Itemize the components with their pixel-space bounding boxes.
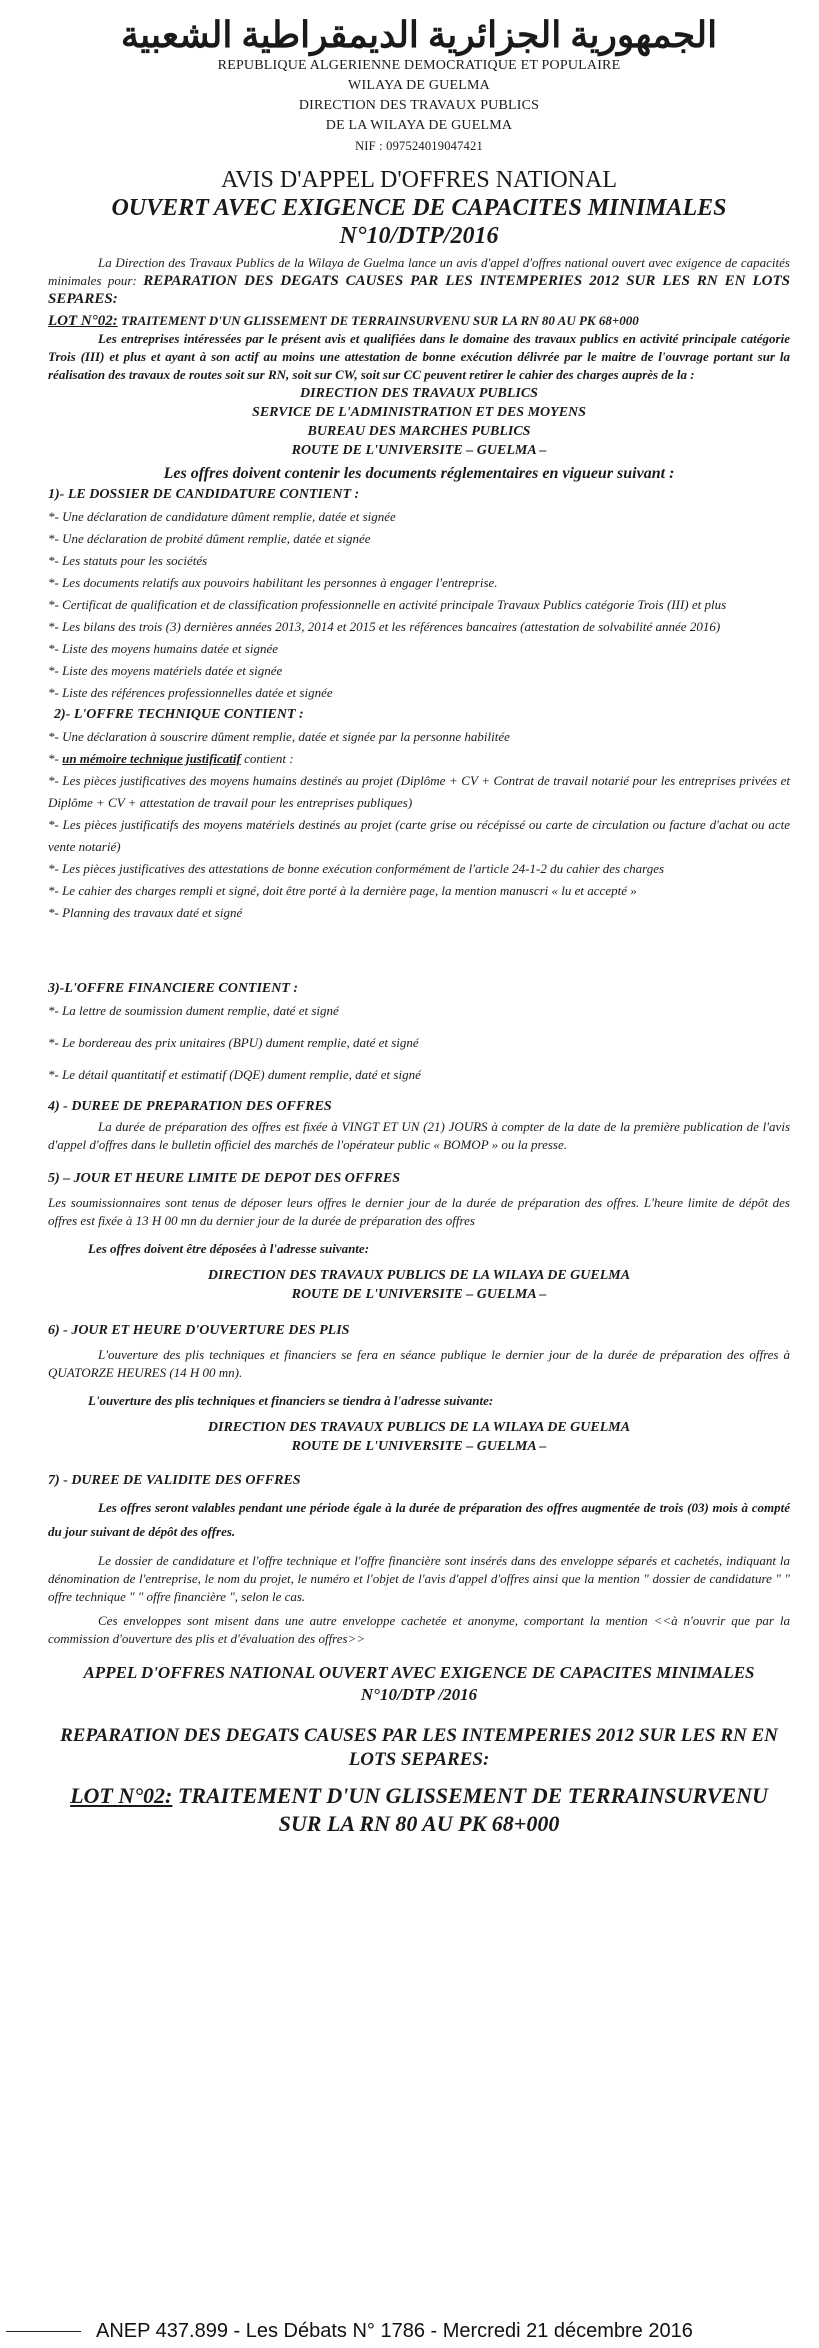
list-item: *- Une déclaration de probité dûment remplie, datée et signée [48, 531, 371, 546]
list-item: *- Le cahier des charges rempli et signé, doit être porté à la dernière page, la mention manuscri « lu et accepté » [48, 883, 637, 898]
footer-text: ANEP 437.899 - Les Débats N° 1786 - Mercredi 21 décembre 2016 [96, 2320, 693, 2342]
list-item: *- Une déclaration à souscrire dûment remplie, datée et signée par la personne habilitée [48, 729, 510, 744]
intro-project: REPARATION DES DEGATS CAUSES PAR LES INTEMPERIES 2012 SUR LES RN EN LOTS SEPARES: [48, 273, 790, 307]
address-line-1: DIRECTION DES TRAVAUX PUBLICS [300, 386, 538, 401]
list-item: *- Certificat de qualification et de classification professionnelle en activité principale Travaux Publics catégorie Trois (III) et plus [48, 597, 727, 612]
lot-line [48, 312, 790, 330]
outer-envelope-paragraph: Ces enveloppes sont misent dans une autre enveloppe cachetée et anonyme, comportant la mention <<à n'ouvrir que par la commission d'ouverture des plis et d'évaluation des offres>> [48, 1613, 790, 1646]
section-4-title: 4) - DUREE DE PREPARATION DES OFFRES [48, 1099, 332, 1114]
closing-lot-text: TRAITEMENT D'UN GLISSEMENT DE TERRAINSURVENU SUR LA RN 80 AU PK 68+000 [172, 1783, 768, 1836]
tender-notice [48, 14, 790, 1838]
list-item: *- Liste des moyens humains datée et signée [48, 641, 278, 656]
documents-heading: Les offres doivent contenir les documents réglementaires en vigueur suivant : [163, 465, 675, 482]
wilaya-name: WILAYA DE GUELMA [348, 78, 490, 93]
section-6-text: L'ouverture des plis techniques et financiers se fera en séance publique le dernier jour de la durée de préparation des offres à QUATORZE HEURES (14 H 00 mn). [48, 1347, 790, 1380]
section-1-title: 1)- LE DOSSIER DE CANDIDATURE CONTIENT : [48, 487, 360, 502]
address-line-2: SERVICE DE L'ADMINISTRATION ET DES MOYENS [252, 405, 586, 420]
intro-paragraph [48, 254, 790, 308]
closing-project: REPARATION DES DEGATS CAUSES PAR LES INTEMPERIES 2012 SUR LES RN EN LOTS SEPARES: [60, 1725, 778, 1770]
page-footer [0, 2318, 819, 2344]
opening-address-line-2: ROUTE DE L'UNIVERSITE – GUELMA – [291, 1439, 547, 1454]
opening-address-line-1: DIRECTION DES TRAVAUX PUBLICS DE LA WILAYA DE GUELMA [207, 1420, 631, 1435]
notice-subtitle: OUVERT AVEC EXIGENCE DE CAPACITES MINIMALES [111, 195, 727, 221]
section-7-title: 7) - DUREE DE VALIDITE DES OFFRES [48, 1473, 301, 1488]
nif-number: NIF : 097524019047421 [355, 139, 483, 153]
list-item: *- Les documents relatifs aux pouvoirs habilitant les personnes à engager l'entreprise. [48, 575, 498, 590]
deposit-address-intro: Les offres doivent être déposées à l'adresse suivante: [88, 1241, 370, 1256]
list-item: *- Liste des moyens matériels datée et signée [48, 663, 283, 678]
closing-reference: APPEL D'OFFRES NATIONAL OUVERT AVEC EXIGENCE DE CAPACITES MINIMALES N°10/DTP /2016 [83, 1663, 755, 1704]
section-2-title: 2)- L'OFFRE TECHNIQUE CONTIENT : [54, 707, 304, 722]
section-6-title: 6) - JOUR ET HEURE D'OUVERTURE DES PLIS [48, 1323, 350, 1338]
list-item: *- Planning des travaux daté et signé [48, 905, 243, 920]
closing-lot [48, 1782, 790, 1838]
direction-name: DIRECTION DES TRAVAUX PUBLICS [298, 98, 540, 113]
section-4-text: La durée de préparation des offres est fixée à VINGT ET UN (21) JOURS à compter de la date de la première publication de l'avis d'appel d'offres dans le bulletin officiel des marchés de l'opérateur public « BOMOP » ou la presse. [48, 1119, 790, 1152]
list-item: *- Les statuts pour les sociétés [48, 553, 208, 568]
technical-memo-suffix: contient : [240, 751, 294, 766]
list-item: *- La lettre de soumission dument remplie, daté et signé [48, 1003, 339, 1018]
technical-memo-label: un mémoire technique justificatif [62, 751, 241, 766]
list-item [48, 748, 790, 770]
address-line-4: ROUTE DE L'UNIVERSITE – GUELMA – [291, 443, 547, 458]
notice-title: AVIS D'APPEL D'OFFRES NATIONAL [220, 167, 618, 193]
notice-reference: N°10/DTP/2016 [339, 223, 499, 249]
list-item: *- Le bordereau des prix unitaires (BPU) dument remplie, daté et signé [48, 1035, 419, 1050]
list-item: *- Le détail quantitatif et estimatif (DQE) dument remplie, daté et signé [48, 1067, 421, 1082]
closing-lot-label: LOT N°02: [70, 1783, 173, 1808]
section-7-text: Les offres seront valables pendant une période égale à la durée de préparation des offres augmentée de trois (03) mois à compté du jour suivant de dépôt des offres. [48, 1500, 790, 1539]
direction-wilaya: DE LA WILAYA DE GUELMA [325, 118, 513, 133]
deposit-address-line-1: DIRECTION DES TRAVAUX PUBLICS DE LA WILAYA DE GUELMA [207, 1268, 631, 1283]
lot-text: TRAITEMENT D'UN GLISSEMENT DE TERRAINSURVENU SUR LA RN 80 AU PK 68+000 [117, 313, 639, 328]
list-item: *- Les pièces justificatifs des moyens matériels destinés au projet (carte grise ou récépissé ou carte de circulation ou facture d'achat ou acte vente notarié) [48, 817, 790, 854]
bullet: *- [48, 751, 63, 766]
section-5-title: 5) – JOUR ET HEURE LIMITE DE DEPOT DES OFFRES [48, 1171, 401, 1186]
footer-rule [6, 2331, 81, 2332]
list-item: *- Liste des références professionnelles datée et signée [48, 685, 333, 700]
list-item: *- Les pièces justificatives des attestations de bonne exécution conformément de l'article 24-1-2 du cahier des charges [48, 861, 665, 876]
list-item: *- Les bilans des trois (3) dernières années 2013, 2014 et 2015 et les références bancaires (attestation de solvabilité année 2016) [48, 619, 721, 634]
opening-address-intro: L'ouverture des plis techniques et financiers se tiendra à l'adresse suivante: [88, 1393, 494, 1408]
republic-name: REPUBLIQUE ALGERIENNE DEMOCRATIQUE ET POPULAIRE [217, 58, 621, 73]
section-3-title: 3)-L'OFFRE FINANCIERE CONTIENT : [48, 981, 299, 996]
section-5-text: Les soumissionnaires sont tenus de déposer leurs offres le dernier jour de la durée de préparation des offres. L'heure limite de dépôt des offres est fixée à 13 H 00 mn du dernier jour de la durée de préparation des offres [48, 1195, 790, 1228]
arabic-republic-title: الجمهورية الجزائرية الديمقراطية الشعبية [120, 15, 718, 55]
envelopes-paragraph: Le dossier de candidature et l'offre technique et l'offre financière sont insérés dans des enveloppe séparés et cachetés, indiquant la dénomination de l'entreprise, le nom du projet, le numéro et l'objet de l'avis d'appel d'offres ainsi que la mention " dossier de candidature " " offre technique " " offre financière ", selon le cas. [48, 1553, 790, 1604]
list-item: *- Les pièces justificatives des moyens humains destinés au projet (Diplôme + CV + Contrat de travail notarié pour les entreprises privées et Diplôme + CV + attestation de travail pour les entreprises publiques) [48, 773, 790, 810]
lot-label: LOT N°02: [48, 313, 118, 329]
list-item: *- Une déclaration de candidature dûment remplie, datée et signée [48, 509, 396, 524]
eligibility-paragraph: Les entreprises intéressées par le présent avis et qualifiées dans le domaine des travaux publics en activité principale catégorie Trois (III) et plus et ayant à son actif au moins une attestation de bonne exécution délivrée par le maitre de l'ouvrage portant sur la réalisation des travaux de routes soit sur RN, soit sur CW, soit sur CC peuvent retirer le cahier des charges auprès de la : [48, 331, 790, 382]
intro-text: La Direction des Travaux Publics de la Wilaya de Guelma lance un avis d'appel d'offres national ouvert avec exigence de capacités minimales pour: [48, 255, 790, 288]
address-line-3: BUREAU DES MARCHES PUBLICS [307, 424, 531, 439]
deposit-address-line-2: ROUTE DE L'UNIVERSITE – GUELMA – [291, 1287, 547, 1302]
